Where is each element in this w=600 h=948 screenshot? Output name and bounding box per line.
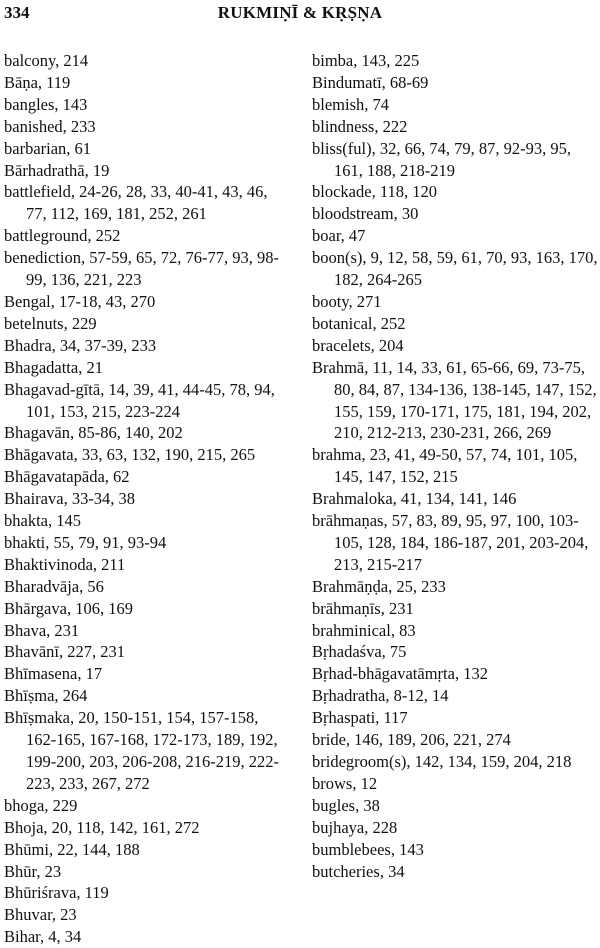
index-term: bride <box>312 730 346 750</box>
index-entry: Bhaktivinoda, 211 <box>4 554 126 574</box>
index-entry: Brahmaloka, 41, 134, 141, 146 <box>312 489 517 509</box>
index-pages: 252 <box>380 313 406 333</box>
index-entry: botanical, 252 <box>312 313 406 333</box>
index-term: Bhavānī <box>4 642 59 662</box>
index-term: bhakti <box>4 532 46 552</box>
index-term: Bṛhad-bhāgavatāmṛta <box>312 664 455 684</box>
index-term: Bhuvar <box>4 905 52 925</box>
index-entry: Bṛhadratha, 8-12, 14 <box>312 686 449 706</box>
index-term: butcheries <box>312 861 380 881</box>
index-entry: brāhmaṇīs, 231 <box>312 598 414 618</box>
index-pages: 142, 134, 159, 204, 218 <box>414 752 572 771</box>
index-term: Bhūr <box>4 861 37 881</box>
index-entry: Bārhadrathā, 19 <box>4 160 110 180</box>
index-term: bimba <box>312 51 354 70</box>
index-entry: Bhāgavata, 33, 63, 132, 190, 215, 265 <box>4 445 256 465</box>
index-pages: 204 <box>378 335 404 355</box>
index-pages: 20, 150-151, 154, 157-158, 162-165, 167-168, 172-173, 189, 192, 199-200, 203, 206-208, 216-219, 222-223, 233, 267, 272 <box>26 708 279 793</box>
index-pages: 231 <box>388 598 414 618</box>
index-term: Bhagavad-gītā <box>4 379 101 399</box>
index-entry: butcheries, 34 <box>312 861 405 881</box>
index-pages: 118, 120 <box>379 182 437 202</box>
index-term: Bindumatī <box>312 72 382 92</box>
index-entry: bridegroom(s), 142, 134, 159, 204, 218 <box>312 752 572 771</box>
index-entry: Bindumatī, 68-69 <box>312 72 429 92</box>
index-entry: Bihar, 4, 34 <box>4 927 82 947</box>
index-pages: 30 <box>401 204 419 224</box>
index-term: betelnuts <box>4 313 64 333</box>
index-pages: 33-34, 38 <box>71 489 136 509</box>
index-pages: 61 <box>74 138 92 158</box>
index-pages: 106, 169 <box>75 598 133 618</box>
index-entry: boon(s), 9, 12, 58, 59, 61, 70, 93, 163, 170, 182, 264-265 <box>312 248 598 290</box>
index-entry: Bhagavad-gītā, 14, 39, 41, 44-45, 78, 94, 101, 153, 215, 223-224 <box>4 379 275 421</box>
index-pages: 56 <box>87 576 104 596</box>
index-pages: 85-86, 140, 202 <box>78 423 183 443</box>
index-entry: bliss(ful), 32, 66, 74, 79, 87, 92-93, 95, 161, 188, 218-219 <box>312 138 571 180</box>
index-entry: bangles, 143 <box>4 94 88 114</box>
index-pages: 264 <box>62 686 88 706</box>
index-entry: Bhava, 231 <box>4 620 80 640</box>
index-term: barbarian <box>4 138 67 158</box>
index-term: bumblebees <box>312 839 391 859</box>
index-term: Bhaktivinoda <box>4 554 93 574</box>
index-pages: 231 <box>54 620 80 640</box>
index-entry: bumblebees, 143 <box>312 839 424 859</box>
index-entry: benediction, 57-59, 65, 72, 76-77, 93, 98-99, 136, 221, 223 <box>4 248 279 290</box>
index-entry: Bhoja, 20, 118, 142, 161, 272 <box>4 817 200 837</box>
index-entry: Bhadra, 34, 37-39, 233 <box>4 335 157 355</box>
index-pages: 83 <box>399 620 416 640</box>
index-entry: brahminical, 83 <box>312 620 416 640</box>
index-term: Bhūmi <box>4 839 49 859</box>
index-pages: 22, 144, 188 <box>57 839 140 859</box>
index-term: brāhmaṇas <box>312 511 384 531</box>
index-pages: 214 <box>63 51 89 70</box>
index-term: Bhārgava <box>4 598 67 618</box>
index-pages: 34 <box>388 861 405 881</box>
index-pages: 119 <box>46 72 71 92</box>
index-pages: 20, 118, 142, 161, 272 <box>51 817 200 837</box>
index-term: blindness <box>312 116 375 136</box>
index-pages: 211 <box>101 554 126 574</box>
index-pages: 119 <box>84 883 109 903</box>
index-term: brahma <box>312 445 362 465</box>
index-entry: brāhmaṇas, 57, 83, 89, 95, 97, 100, 103-105, 128, 184, 186-187, 201, 203-204, 213, 215-217 <box>312 511 589 574</box>
index-pages: 117 <box>383 708 408 728</box>
index-entry: bimba, 143, 225 <box>312 51 420 70</box>
index-pages: 32, 66, 74, 79, 87, 92-93, 95, 161, 188, 218-219 <box>334 138 571 180</box>
index-term: brahminical <box>312 620 391 640</box>
index-entry: Bhūmi, 22, 144, 188 <box>4 839 140 859</box>
index-entry: betelnuts, 229 <box>4 313 97 333</box>
running-head: RUKMIṆĪ & KṚṢṆA <box>217 3 383 22</box>
index-term: Bhāgavatapāda <box>4 467 105 487</box>
index-column-right <box>312 50 600 882</box>
index-term: benediction <box>4 248 81 268</box>
index-entry: bugles, 38 <box>312 795 380 815</box>
index-term: brows <box>312 773 353 793</box>
index-pages: 233 <box>70 116 96 136</box>
index-entry: Bṛhad-bhāgavatāmṛta, 132 <box>312 664 488 684</box>
index-entry: Bhagavān, 85-86, 140, 202 <box>4 423 183 443</box>
index-term: bangles <box>4 94 55 114</box>
index-term: battlefield <box>4 182 71 202</box>
index-term: Bhagavān <box>4 423 70 443</box>
index-pages: 9, 12, 58, 59, 61, 70, 93, 163, 170, 182, 264-265 <box>334 248 598 290</box>
index-term: Bhoja <box>4 817 44 837</box>
index-entry: Bhīṣmaka, 20, 150-151, 154, 157-158, 162-165, 167-168, 172-173, 189, 192, 199-200, 203, 206-208, 216-219, 222-223, 233, 267, 272 <box>4 708 279 793</box>
index-entry: Bhūr, 23 <box>4 861 62 881</box>
index-entry: bujhaya, 228 <box>312 817 398 837</box>
index-pages: 271 <box>356 291 382 311</box>
index-term: Bṛhadaśva <box>312 642 382 662</box>
index-term: Bhava <box>4 620 47 640</box>
index-entry: Bhīmasena, 17 <box>4 664 103 684</box>
index-entry: bhakti, 55, 79, 91, 93-94 <box>4 532 167 552</box>
index-term: Bhūriśrava <box>4 883 77 903</box>
index-term: Bhāgavata <box>4 445 74 465</box>
page-number: 334 <box>4 3 30 22</box>
index-pages: 229 <box>71 313 97 333</box>
index-entry: Bhagadatta, 21 <box>4 357 103 377</box>
index-entry: Bhīṣma, 264 <box>4 686 88 706</box>
index-pages: 23 <box>60 905 77 925</box>
index-term: bhakta <box>4 511 48 531</box>
index-entry: brahma, 23, 41, 49-50, 57, 74, 101, 105, 145, 147, 152, 215 <box>312 445 578 487</box>
index-term: bridegroom(s) <box>312 752 407 771</box>
index-pages: 33, 63, 132, 190, 215, 265 <box>81 445 256 465</box>
index-term: bliss(ful) <box>312 138 372 158</box>
index-term: Bhadra <box>4 335 52 355</box>
index-term: Bhairava <box>4 489 64 509</box>
index-entry: bhakta, 145 <box>4 511 81 531</box>
index-entry: Bhairava, 33-34, 38 <box>4 489 136 509</box>
index-pages: 47 <box>348 226 366 246</box>
index-term: balcony <box>4 51 56 70</box>
index-term: botanical <box>312 313 373 333</box>
index-term: blemish <box>312 94 365 114</box>
index-term: banished <box>4 116 63 136</box>
index-pages: 25, 233 <box>396 576 446 596</box>
index-term: Bhīṣma <box>4 686 55 706</box>
index-pages: 227, 231 <box>67 642 125 662</box>
index-pages: 57, 83, 89, 95, 97, 100, 103-105, 128, 184, 186-187, 201, 203-204, 213, 215-217 <box>334 511 589 574</box>
index-entry: Bhūriśrava, 119 <box>4 883 109 903</box>
index-pages: 228 <box>372 817 398 837</box>
index-term: Bhagadatta <box>4 357 79 377</box>
index-pages: 55, 79, 91, 93-94 <box>53 532 167 552</box>
index-entry: blindness, 222 <box>312 116 408 136</box>
index-entry: Bhuvar, 23 <box>4 905 77 925</box>
index-term: boon(s) <box>312 248 363 268</box>
index-pages: 24-26, 28, 33, 40-41, 43, 46, 77, 112, 169, 181, 252, 261 <box>26 182 268 224</box>
index-pages: 132 <box>463 664 488 684</box>
index-pages: 68-69 <box>389 72 429 92</box>
index-pages: 57-59, 65, 72, 76-77, 93, 98-99, 136, 221, 223 <box>26 248 279 290</box>
index-term: Bārhadrathā <box>4 160 85 180</box>
index-term: bujhaya <box>312 817 365 837</box>
index-entry: Bṛhadaśva, 75 <box>312 642 407 662</box>
index-entry: blockade, 118, 120 <box>312 182 437 202</box>
index-pages: 222 <box>382 116 408 136</box>
index-entry: booty, 271 <box>312 291 382 311</box>
index-pages: 74 <box>372 94 389 114</box>
index-pages: 17 <box>85 664 103 684</box>
index-pages: 252 <box>95 226 121 246</box>
index-entry: Bhārgava, 106, 169 <box>4 598 133 618</box>
index-term: Brahmaloka <box>312 489 393 509</box>
index-entry: balcony, 214 <box>4 51 89 70</box>
index-pages: 11, 14, 33, 61, 65-66, 69, 73-75, 80, 84, 87, 134-136, 138-145, 147, 152, 155, 159, 170-171, 175, 181, 194, 202, 210, 212-213, 230-231, 266, 269 <box>334 357 597 443</box>
index-pages: 21 <box>86 357 103 377</box>
index-term: Bhīmasena <box>4 664 78 684</box>
index-entry: bloodstream, 30 <box>312 204 419 224</box>
index-pages: 145 <box>56 511 81 531</box>
index-pages: 23 <box>44 861 62 881</box>
index-entry: Bṛhaspati, 117 <box>312 708 408 728</box>
index-entry: bhoga, 229 <box>4 795 78 815</box>
index-entry: Bhavānī, 227, 231 <box>4 642 125 662</box>
index-entry: Brahmāṇḍa, 25, 233 <box>312 576 446 596</box>
index-term: brāhmaṇīs <box>312 598 381 618</box>
index-term: booty <box>312 291 349 311</box>
index-term: battleground <box>4 226 88 246</box>
index-entry: boar, 47 <box>312 226 366 246</box>
index-term: Bengal <box>4 291 51 311</box>
index-term: bloodstream <box>312 204 394 224</box>
index-pages: 143 <box>399 839 424 859</box>
index-term: boar <box>312 226 341 246</box>
index-term: bracelets <box>312 335 371 355</box>
index-pages: 23, 41, 49-50, 57, 74, 101, 105, 145, 147, 152, 215 <box>334 445 578 487</box>
index-term: Bharadvāja <box>4 576 80 596</box>
index-entry: battlefield, 24-26, 28, 33, 40-41, 43, 46, 77, 112, 169, 181, 252, 261 <box>4 182 268 224</box>
index-entry: Bhāgavatapāda, 62 <box>4 467 130 487</box>
index-entry: blemish, 74 <box>312 94 389 114</box>
index-pages: 19 <box>92 160 110 180</box>
index-entry: battleground, 252 <box>4 226 121 246</box>
index-term: Brahmāṇḍa <box>312 576 389 596</box>
index-pages: 14, 39, 41, 44-45, 78, 94, 101, 153, 215, 223-224 <box>26 379 275 421</box>
index-entry: bride, 146, 189, 206, 221, 274 <box>312 730 511 750</box>
index-column-left <box>4 50 292 948</box>
index-pages: 41, 134, 141, 146 <box>400 489 517 509</box>
index-pages: 8-12, 14 <box>393 686 449 706</box>
index-pages: 62 <box>113 467 130 487</box>
index-term: Bihar <box>4 927 40 947</box>
index-entry: bracelets, 204 <box>312 335 404 355</box>
index-pages: 143 <box>62 94 88 114</box>
index-pages: 12 <box>360 773 378 793</box>
index-term: Bhīṣmaka <box>4 708 70 728</box>
index-pages: 146, 189, 206, 221, 274 <box>354 730 511 750</box>
index-entry: Bharadvāja, 56 <box>4 576 104 596</box>
index-term: blockade <box>312 182 372 202</box>
index-entry: Bengal, 17-18, 43, 270 <box>4 291 156 311</box>
index-term: Bṛhaspati <box>312 708 376 728</box>
index-pages: 4, 34 <box>48 927 82 947</box>
index-term: Bāṇa <box>4 72 38 92</box>
index-pages: 75 <box>389 642 407 662</box>
index-term: bhoga <box>4 795 45 815</box>
index-entry: banished, 233 <box>4 116 96 136</box>
index-entry: Bāṇa, 119 <box>4 72 71 92</box>
index-pages: 17-18, 43, 270 <box>59 291 156 311</box>
index-term: Bṛhadratha <box>312 686 386 706</box>
index-pages: 34, 37-39, 233 <box>59 335 157 355</box>
index-entry: brows, 12 <box>312 773 378 793</box>
index-term: bugles <box>312 795 356 815</box>
index-entry: Brahmā, 11, 14, 33, 61, 65-66, 69, 73-75, 80, 84, 87, 134-136, 138-145, 147, 152, 155, 159, 170-171, 175, 181, 194, 202, 210, 212-213, 230-231, 266, 269 <box>312 357 597 443</box>
index-pages: 38 <box>363 795 380 815</box>
index-pages: 229 <box>52 795 78 815</box>
index-term: Brahmā <box>312 357 365 377</box>
index-pages: 143, 225 <box>361 51 420 70</box>
index-entry: barbarian, 61 <box>4 138 92 158</box>
